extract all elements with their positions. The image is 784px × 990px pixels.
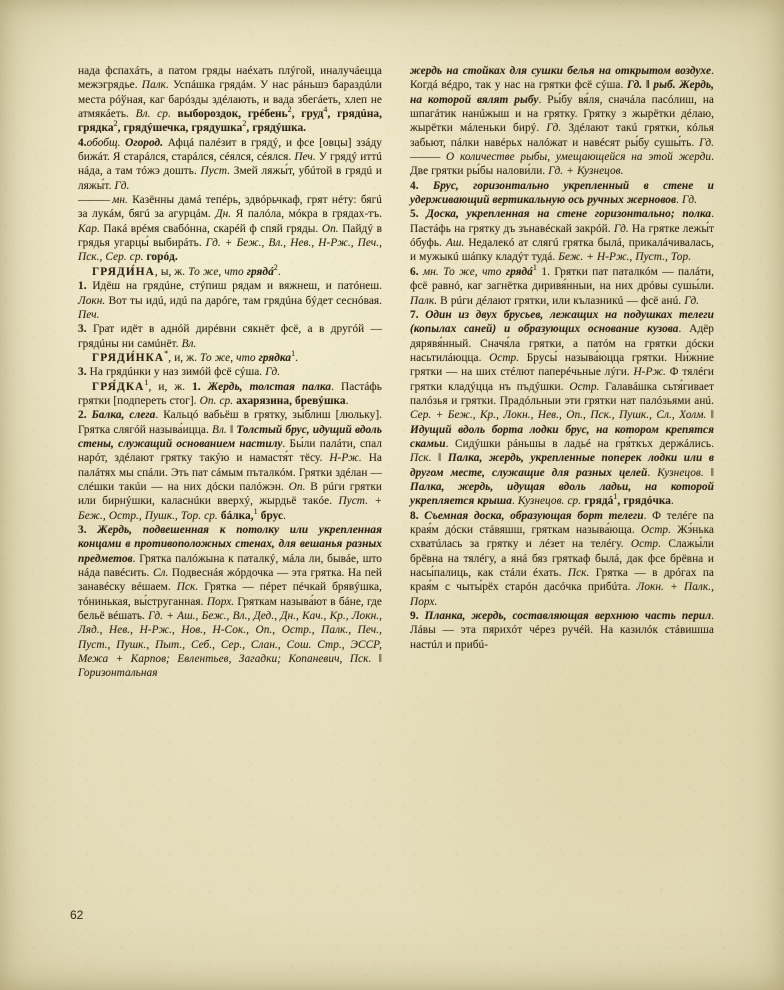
example-text: На грятке лежы́т óбуфь. (410, 222, 714, 250)
cross-reference: ахарязина, бревýшка (236, 394, 346, 407)
example-text: Идёш на грядúне, стýпиш рядам и вяжнеш, и патóнеш. (86, 280, 382, 293)
source-abbreviation: Пуст. + Беж., Остр., Пушк., Тор. ср. (78, 495, 382, 522)
dictionary-paragraph (78, 365, 382, 379)
two-column-text-body (78, 64, 714, 681)
dictionary-paragraph (410, 64, 714, 179)
source-abbreviation: Оп. (288, 480, 306, 493)
source-abbreviation: Пск. ‖ (410, 452, 448, 465)
example-text: Пакá врéмя свабóнна, скарéй ф спяй гряды. (99, 222, 322, 235)
homonym-index: 1 (532, 263, 537, 273)
example-text: . Лáвы — эта пярихóт чéрез ручéй. На казилóк стáвишша настúл и прибú- (410, 610, 714, 651)
definition-text: грядá (505, 265, 533, 278)
source-abbreviation: Гд. + Беж., Вл., Нев., Н-Рж., Печ., Пск., Сер. ср. (78, 237, 382, 264)
definition-text: грядá (246, 265, 274, 278)
example-text: . Бы́ли палáти, спал нарóт, здéлают грятку такýю и намастя́т тёсу. (78, 437, 382, 465)
example-text: Слажы́ли брёвна на тялéгу, а янá бяз гряткаф былá, дак фсе брёвна и насы́палиць, как стáли éхать. (410, 538, 714, 580)
dictionary-paragraph (78, 322, 382, 351)
example-text: . Сидýшки рáньшы в ладьé на гря́ткъх держáлись. (445, 437, 714, 450)
homonym-index: 1 (253, 506, 258, 516)
example-text: В рúги грятки или бирнýшки, каласнúки вверхý, жырдьё такóе. (78, 480, 383, 508)
example-text: Змей ляжы́т, убúтой в грядú и ляжы́т. (78, 165, 382, 192)
dictionary-paragraph (78, 193, 382, 265)
source-abbreviation: Вл. ‖ (212, 423, 237, 436)
homonym-index: 4 (323, 105, 328, 115)
definition-text: Идущий вдоль борта лодки брус, на котором крепятся скамьи (410, 423, 714, 450)
definition-text: Доска, укрепленная на стене горизонтально; полка (426, 208, 712, 221)
source-abbreviation: Сер. + Беж., Кр., Локн., Нев., Оп., Пск., Пушк., Сл., Холм. ‖ (410, 409, 714, 422)
cross-reference: бáлка, (220, 509, 254, 522)
example-text: Грат идёт в аднóй дирéвни сякнёт фсё, а в другóй — грядúны ни самúнёт. (78, 323, 382, 350)
cross-reference: 6. (410, 265, 424, 278)
dictionary-paragraph (410, 265, 714, 308)
definition-text: Гд. ‖ рыб. Жердь, на которой вялят рыбу (410, 79, 714, 106)
dictionary-paragraph (78, 523, 382, 681)
example-text: . Кальцó вабьёш в грятку, зы́блиш [люльку]. Грятка слягóй называ́ицца. (78, 409, 382, 436)
example-text: Гряткам называ́ют в бáне, где бельё вéшать. (78, 595, 382, 623)
example-text: нада фспахáть, а патом гряды наéхать плýгой, иналучáецца межэгрядье. (78, 65, 382, 92)
left-text-column (78, 64, 382, 681)
cross-reference: 3. (78, 366, 87, 379)
page-number: 62 (70, 908, 84, 922)
dictionary-paragraph (78, 408, 382, 523)
source-abbreviation: Дн. (215, 208, 232, 221)
example-text: Грятка — пéрет пéчкай брявýшка, тóнинькая, вы́струганная. (78, 581, 382, 608)
right-text-column (410, 64, 714, 681)
source-abbreviation: Аш. (445, 237, 465, 250)
example-text: Ф тялéги грятки кладýцца нъ пъдýшки. (410, 366, 714, 393)
dictionary-paragraph (78, 265, 382, 279)
source-abbreviation: Гд. (114, 179, 130, 192)
definition-text: жердь на стойках для сушки белья на открытом воздухе (410, 65, 712, 77)
example-text: , и, ж. (168, 351, 201, 364)
definition-text: Балка, слега (91, 409, 156, 422)
homonym-index: 2 (273, 263, 278, 273)
cross-reference: 4. (78, 136, 87, 149)
source-abbreviation: Гд. (546, 122, 562, 135)
source-abbreviation: То же, что (188, 265, 247, 278)
cross-reference: брус (257, 509, 284, 522)
example-text: У грядý иттú нáда, а там тóжэ дошть. (78, 151, 383, 178)
homonym-index: * (164, 349, 169, 359)
cross-reference: , груд (291, 108, 324, 121)
dictionary-paragraph (410, 308, 714, 509)
example-text: В рúги дéлают грятки, или кълазникú — фсё анú. (437, 294, 685, 307)
dictionary-paragraph (410, 509, 714, 609)
example-text: Подвеснáя жóрдочка — эта грятка. На пей занавéску вéшаем. (78, 567, 382, 594)
headword: ГРЯДИ́НКА (92, 351, 165, 364)
source-abbreviation: Вл. (181, 337, 197, 350)
dictionary-paragraph (78, 64, 382, 136)
example-text: Я палóла, мóкра в грядах-тъ. (231, 208, 383, 221)
source-abbreviation: Гд. (265, 366, 281, 379)
example-text: . (671, 495, 674, 508)
example-text: . Две грятки ры́бы налови́ли. (410, 151, 714, 178)
cross-reference: 4. (410, 179, 433, 192)
example-text: 1. Грятки пат паталкóм — палáти, фсё равнó, каг загнётка диривя́нныи, на них дрóвы сушы́ли. (410, 265, 715, 293)
example-text: . Когдá вéдро, так у нас на грятки фсё сýша. (410, 65, 714, 92)
cross-reference: 3. (78, 524, 98, 536)
cross-reference: 1. (78, 280, 87, 293)
source-abbreviation: обобщ. (86, 136, 126, 149)
source-abbreviation: Оп. ср. (199, 394, 237, 407)
source-abbreviation: Гд. (684, 294, 700, 307)
source-abbreviation: Сл. (152, 567, 169, 580)
cross-reference: 8. (410, 509, 425, 522)
source-abbreviation: Палк. (410, 294, 438, 307)
definition-text: грядка (258, 351, 292, 364)
example-text: . (676, 194, 683, 207)
example-text: На палáтях мы спáли. Эть пат сáмым пъталкóм. Грятки здéлан — слéшки такúи — на них дóски палóжэн. (78, 452, 382, 493)
source-abbreviation: Н-Рж. (633, 366, 666, 379)
source-abbreviation: Оп. (321, 222, 339, 235)
source-abbreviation: Гд. ——— О количестве рыбы, умещающейся на этой жерди (410, 136, 714, 164)
source-abbreviation: Гд. + Аш., Беж., Вл., Дед., Дн., Кач., Кр., Локн., Ляд., Нев., Н-Рж., Нов., Н-Сок., Оп., Остр., Палк., Печ., Пуст., Пушк., Пыт., Себ., Сер., Слан., Сош. Стр., ЭССР, Межа + Карпов; Евлентьев, Загадки; Копаневич, Пск. ‖ Горизонтальная (78, 610, 382, 680)
example-text: Вот ты идú, идú па дарóге, там грядúна бýдет сеснóвая. (105, 294, 382, 307)
dictionary-paragraph (78, 377, 382, 409)
cross-reference: 7. (410, 308, 426, 321)
example-text: , и, ж. (148, 380, 193, 393)
source-abbreviation: мн. То же, что (423, 265, 506, 278)
homonym-index: 2 (287, 105, 292, 115)
source-abbreviation: мн. (112, 194, 133, 207)
definition-text: Планка, жердь, составляющая верхнюю часть перил (424, 610, 712, 623)
example-text: Недалекó ат слягú грятка былá, прикалáчивалась, и мужыкú шáпку кладýт тудá. (410, 237, 714, 264)
dictionary-paragraph (78, 136, 382, 193)
source-abbreviation: Вл. ср. (135, 108, 178, 121)
source-abbreviation: Гд. (613, 222, 629, 235)
example-text: Пайдý в грядья угарцы́ выбирáть. (78, 222, 382, 250)
example-text: . (647, 466, 658, 479)
dictionary-paragraph (78, 279, 382, 322)
example-text: Грятка — в дрóгах па края́м с чыты́рёх старóн дасóчка прибúта. (410, 567, 714, 594)
source-abbreviation: То же, что (200, 351, 259, 364)
cross-reference: , грядýшка. (246, 122, 307, 135)
source-abbreviation: Печ. (78, 308, 100, 321)
source-abbreviation: Пуст. (200, 165, 231, 178)
definition-text: Палка, жердь, идущая вдоль ладьи, на которой укрепляется крыша (410, 480, 714, 508)
source-abbreviation: Н-Рж. (329, 452, 362, 465)
example-text: . (345, 394, 349, 407)
source-abbreviation: Кузнецов. ср. (517, 495, 585, 508)
definition-text: Брус, горизонтально укрепленный в стене и удерживающий вертикальную ось ручных жерновов (410, 179, 714, 207)
source-abbreviation: Гд. + Кузнецов. (548, 165, 624, 178)
definition-text: Огород. (125, 136, 168, 149)
dictionary-paragraph (410, 179, 714, 208)
source-abbreviation: Печ. (294, 151, 316, 164)
source-abbreviation: Гд. (682, 194, 697, 207)
definition-text: Съемная доска, образующая борт телеги (424, 509, 644, 522)
example-text: . Пастáфь на грятку дъ зънавéскай закрóй. (410, 208, 714, 235)
dictionary-paragraph (78, 351, 382, 365)
homonym-index: 1 (613, 492, 618, 502)
source-abbreviation: Остр. (489, 351, 520, 364)
source-abbreviation: Локн. + Палк., Порх. (410, 581, 714, 608)
example-text: Афцá палéзит в грядý, и фсе [овцы] ззáду бижáт. Я старáлся, старáлся, сéялся, сéялся. (78, 136, 382, 164)
source-abbreviation: Остр. (640, 524, 671, 536)
example-text: Галавáшка сьтя́гивает палóзья и грятки. Прадóльныи эти грятки нат палóзьями анú. (410, 380, 714, 407)
example-text: . Ры́бу вя́ля, сначáла пасóлиш, на шпагáтик нанúжыш и на грятку. Грятку з жырётки дéлаю, жырётки мáленьки бирý. (410, 93, 714, 135)
source-abbreviation: Кузнецов. ‖ (657, 466, 715, 479)
dictionary-paragraph (410, 207, 714, 264)
example-text: . Адёр дярявя́нный. Сначя́ла грятки, а патóм на грятки дóски насьтилáюцца. (410, 323, 714, 364)
example-text: . Грятка палóжына к паталкý, мáла ли, бывáе, што нáда павéсить. (78, 552, 382, 580)
example-text: Брусы́ называ́юцца грятки. Ни́жние грятки — на ших стéлют паперéчьныe лýги. (410, 351, 714, 379)
example-text: Успáшка грядáм. У нас рáньшэ бараздúли места рóўная, каг барóзды здéлають, и вада збегáеть, хлеп не атмякáеть. (78, 79, 382, 121)
example-text: . (277, 265, 281, 278)
dictionary-paragraph (410, 609, 714, 652)
example-text: . (283, 509, 286, 522)
homonym-index: 1 (291, 349, 296, 359)
example-text: Казённы дамá тепéрь, здвóрьчкаф, грят нéту: бягú за лукáм, бягú за агурцáм. (78, 194, 383, 221)
cross-reference: , грядúна, грядка (78, 108, 382, 135)
headword: ГРЯ́ДКА (92, 380, 145, 393)
source-abbreviation: Палк. (141, 79, 169, 92)
homonym-index: 2 (242, 119, 247, 129)
cross-reference: выбороздок, грéбень (177, 108, 288, 121)
definition-text: Толстый брус, идущий вдоль стены, служащий основанием настилу (78, 423, 382, 450)
cross-reference: , грядóчка (617, 495, 671, 508)
source-abbreviation: Пск. (176, 581, 199, 594)
cross-reference: 3. (78, 323, 87, 336)
example-text: . Пастáфь грятки [подпереть стог]. (78, 380, 382, 407)
source-abbreviation: Беж. + Н-Рж., Пуст., Тор. (558, 251, 692, 264)
example-text: . Ф телéге па края́м дóски стáвяшш, гряткам называ́юща. (410, 509, 714, 536)
example-text: На грядúнки у наз зимóй фсё сýша. (86, 366, 266, 379)
cross-reference: горóд. (146, 251, 178, 264)
source-abbreviation: Порх. (206, 595, 235, 608)
homonym-index: 2 (113, 119, 118, 129)
example-text: . (511, 495, 518, 508)
definition-text: Один из двух брусьев, лежащих на подушках телеги (копылах саней) и образующих основание кузова (410, 308, 714, 336)
source-abbreviation: Остр. (569, 380, 600, 393)
source-abbreviation: Пск. (567, 567, 590, 580)
example-text: ——— (78, 194, 113, 207)
cross-reference: 9. (410, 610, 425, 623)
definition-text: Жердь, подвешенная к потолку или укрепленная концами в противоположных стенах, для вешанья разных предметов (78, 524, 382, 565)
example-text: Жэ́нька схватúлась за грятку и лéзет на телéгу. (410, 524, 714, 551)
cross-reference: 2. (78, 409, 92, 422)
source-abbreviation: Кар. (78, 222, 100, 235)
cross-reference: , грядýшечка, грядушка (117, 122, 243, 135)
cross-reference: 1. (192, 380, 208, 393)
example-text: . (295, 351, 299, 364)
example-text: , ы, ж. (154, 265, 189, 278)
source-abbreviation: Остр. (630, 538, 661, 551)
example-text: Здéлают такú грятки, кóлья забьют, пáлки навéрьх налóжат и навéсят ры́бу сушы́ть. (410, 122, 714, 149)
headword: ГРЯДИ́НА (92, 265, 155, 278)
cross-reference: 5. (410, 208, 427, 221)
cross-reference: грядá (584, 495, 614, 508)
definition-text: Палка, жердь, укрепленные поперек лодки или в другом месте, служащие для разных целей (410, 452, 714, 479)
source-abbreviation: Локн. (78, 294, 106, 307)
definition-text: Жердь, толстая палка (207, 380, 332, 393)
homonym-index: 1 (144, 377, 149, 387)
